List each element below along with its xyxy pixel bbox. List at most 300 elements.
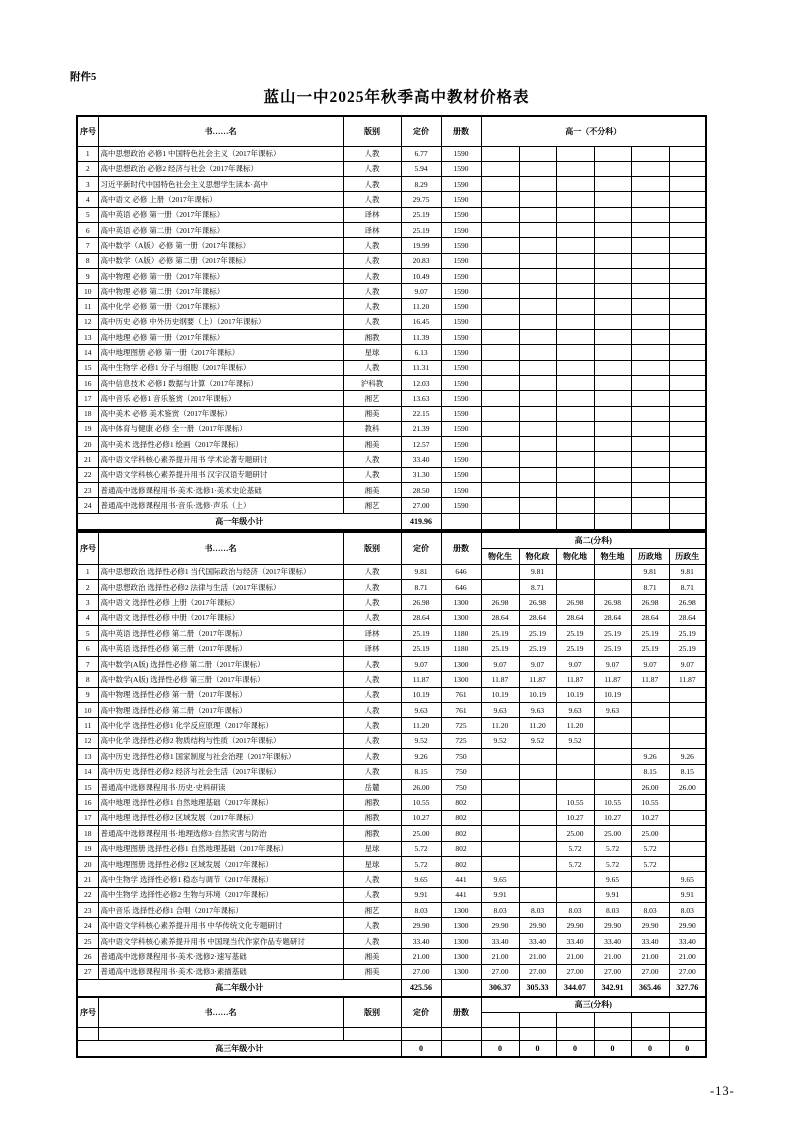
table-cell: 11.87: [631, 672, 669, 687]
table-row: [77, 146, 706, 161]
table-cell: 人教: [343, 146, 401, 161]
table-cell: 1590: [441, 299, 481, 314]
table-cell: 27.00: [631, 964, 669, 979]
table-cell: [556, 360, 594, 375]
table-cell: 高中生物学 必修1 分子与细胞（2017年课标）: [98, 360, 343, 375]
table-cell: 11.20: [481, 718, 519, 733]
table-cell: [481, 146, 519, 161]
table-cell: [669, 467, 706, 482]
table-cell: 1590: [441, 375, 481, 390]
header-grade3-group: 高三(分科): [481, 997, 706, 1012]
subtotal-value: 344.07: [556, 980, 594, 997]
table-cell: [556, 467, 594, 482]
table-cell: 9.65: [401, 872, 441, 887]
subtotal-value: 306.37: [481, 980, 519, 997]
table-cell: 9.63: [594, 703, 631, 718]
table-cell: 11.39: [401, 330, 441, 345]
table-cell: 普通高中选修课程用书·历史·史料研读: [98, 779, 343, 794]
table-cell: 1590: [441, 146, 481, 161]
table-cell: 高中地理图册 选择性必修1 自然地理基础（2017年课标）: [98, 841, 343, 856]
table-cell: 802: [441, 856, 481, 871]
table-cell: [519, 345, 556, 360]
table-row: [77, 656, 706, 671]
table-cell: [556, 406, 594, 421]
table-row: [77, 872, 706, 887]
table-cell: [669, 284, 706, 299]
table-cell: 2: [77, 579, 98, 594]
table-row: [77, 749, 706, 764]
table-cell: 17: [77, 810, 98, 825]
table-cell: 高中思想政治 选择性必修2 法律与生活（2017年课标）: [98, 579, 343, 594]
table-cell: 17: [77, 391, 98, 406]
header-grade1-group: 高一（不分科）: [481, 116, 706, 146]
table-cell: 21.00: [631, 949, 669, 964]
table-cell: 18: [77, 406, 98, 421]
table-cell: [594, 177, 631, 192]
table-cell: [519, 161, 556, 176]
table-cell: [631, 1027, 669, 1040]
table-cell: 11.20: [556, 718, 594, 733]
table-cell: 人教: [343, 161, 401, 176]
table-cell: [556, 314, 594, 329]
table-cell: 802: [441, 826, 481, 841]
table-cell: 高中信息技术 必修1 数据与计算（2017年课标）: [98, 375, 343, 390]
table-cell: 441: [441, 887, 481, 902]
table-cell: 22.15: [401, 406, 441, 421]
table-cell: 28.64: [401, 610, 441, 625]
table-cell: 25.00: [401, 826, 441, 841]
table-cell: [556, 749, 594, 764]
table-cell: 19.99: [401, 238, 441, 253]
table-cell: 普通高中选修课程用书·音乐·选修·声乐（上）: [98, 498, 343, 513]
table-cell: [669, 345, 706, 360]
table-cell: [556, 330, 594, 345]
table-cell: 3: [77, 595, 98, 610]
table-row: [77, 779, 706, 794]
table-cell: 26.00: [631, 779, 669, 794]
table-cell: 28.64: [556, 610, 594, 625]
table-cell: 1180: [441, 626, 481, 641]
table-cell: 普通高中选修课程用书·美术·选修3·素描基础: [98, 964, 343, 979]
table-row: [77, 795, 706, 810]
table-cell: 11.20: [519, 718, 556, 733]
table-cell: [481, 856, 519, 871]
table-row: [77, 330, 706, 345]
table-cell: [481, 391, 519, 406]
table-cell: 1300: [441, 964, 481, 979]
table-cell: 25.19: [401, 626, 441, 641]
table-cell: 1590: [441, 238, 481, 253]
table-cell: [594, 146, 631, 161]
table-cell: [669, 810, 706, 825]
table-cell: 25.19: [556, 626, 594, 641]
table-cell: [631, 192, 669, 207]
table-cell: [519, 238, 556, 253]
table-cell: 27.00: [669, 964, 706, 979]
table-cell: [519, 314, 556, 329]
table-cell: [594, 779, 631, 794]
table-cell: [519, 375, 556, 390]
table-row: [77, 483, 706, 498]
header-subject-combo: 物化地: [556, 548, 594, 564]
table-cell: 高中化学 必修 第一册（2017年课标）: [98, 299, 343, 314]
table-cell: [669, 452, 706, 467]
table-cell: [519, 330, 556, 345]
table-cell: 21.39: [401, 421, 441, 436]
table-cell: 12.57: [401, 437, 441, 452]
table-cell: 27.00: [481, 964, 519, 979]
table-row: [77, 703, 706, 718]
table-cell: [594, 452, 631, 467]
table-cell: [556, 498, 594, 513]
table-cell: 9.81: [401, 564, 441, 579]
subtotal-value: 0: [669, 1040, 706, 1057]
table-cell: [594, 718, 631, 733]
table-cell: [556, 192, 594, 207]
table-row: [77, 579, 706, 594]
grade2-price-table: [76, 531, 707, 998]
table-cell: 译林: [343, 641, 401, 656]
table-cell: [669, 253, 706, 268]
table-cell: 21.00: [594, 949, 631, 964]
table-cell: [556, 253, 594, 268]
table-cell: 3: [77, 177, 98, 192]
table-cell: 28.64: [519, 610, 556, 625]
table-row: [77, 933, 706, 948]
table-cell: 译林: [343, 207, 401, 222]
table-cell: [631, 483, 669, 498]
table-cell: 高中音乐 选择性必修1 合唱（2017年课标）: [98, 903, 343, 918]
table-cell: 高中英语 选择性必修 第三册（2017年课标）: [98, 641, 343, 656]
table-cell: [481, 375, 519, 390]
table-cell: 25.19: [401, 222, 441, 237]
table-cell: [669, 703, 706, 718]
table-cell: 10.55: [556, 795, 594, 810]
table-cell: 1590: [441, 207, 481, 222]
table-cell: 21.00: [519, 949, 556, 964]
subtotal-row: [77, 1040, 706, 1057]
subtotal-value: 365.46: [631, 980, 669, 997]
table-cell: [594, 467, 631, 482]
table-cell: 16.45: [401, 314, 441, 329]
table-cell: 750: [441, 764, 481, 779]
table-cell: [631, 238, 669, 253]
table-cell: 5.72: [401, 856, 441, 871]
table-cell: 1590: [441, 452, 481, 467]
table-cell: 26.00: [669, 779, 706, 794]
table-cell: [519, 177, 556, 192]
table-cell: 9.63: [481, 703, 519, 718]
table-cell: 高中语文 选择性必修 上册（2017年课标）: [98, 595, 343, 610]
table-cell: 25.19: [401, 207, 441, 222]
table-cell: [481, 452, 519, 467]
table-cell: [519, 222, 556, 237]
table-cell: 27: [77, 964, 98, 979]
table-cell: 1590: [441, 483, 481, 498]
table-cell: [594, 564, 631, 579]
table-cell: [481, 826, 519, 841]
table-cell: 11.20: [401, 718, 441, 733]
table-cell: [481, 161, 519, 176]
table-cell: [594, 222, 631, 237]
table-cell: [519, 391, 556, 406]
table-row: [77, 406, 706, 421]
table-cell: 9.52: [519, 733, 556, 748]
table-cell: [556, 222, 594, 237]
table-cell: 1300: [441, 595, 481, 610]
table-cell: 人教: [343, 764, 401, 779]
subtotal-copies: [441, 980, 481, 997]
table-cell: 1180: [441, 641, 481, 656]
table-cell: [669, 375, 706, 390]
table-row: [77, 467, 706, 482]
table-cell: 习近平新时代中国特色社会主义思想学生读本·高中: [98, 177, 343, 192]
table-cell: [481, 330, 519, 345]
table-cell: 12: [77, 314, 98, 329]
table-cell: 13.63: [401, 391, 441, 406]
table-cell: 441: [441, 872, 481, 887]
table-cell: 人教: [343, 918, 401, 933]
table-cell: [631, 467, 669, 482]
table-cell: 22: [77, 467, 98, 482]
table-cell: 人教: [343, 314, 401, 329]
table-cell: [481, 207, 519, 222]
subtotal-value: [519, 513, 556, 530]
table-cell: 高中生物学 选择性必修2 生物与环境（2017年课标）: [98, 887, 343, 902]
table-cell: 10: [77, 703, 98, 718]
table-cell: [669, 795, 706, 810]
table-cell: 湘艺: [343, 498, 401, 513]
table-cell: 高中化学 选择性必修1 化学反应原理（2017年课标）: [98, 718, 343, 733]
table-cell: 13: [77, 749, 98, 764]
table-cell: 27.00: [594, 964, 631, 979]
table-cell: 9.65: [594, 872, 631, 887]
table-cell: 5.72: [401, 841, 441, 856]
table-cell: 8: [77, 253, 98, 268]
table-cell: [669, 192, 706, 207]
table-cell: [556, 146, 594, 161]
table-cell: 10.19: [594, 687, 631, 702]
table-cell: 9.65: [669, 872, 706, 887]
table-cell: 1590: [441, 284, 481, 299]
table-cell: [594, 733, 631, 748]
table-cell: 21.00: [401, 949, 441, 964]
table-cell: 10.49: [401, 268, 441, 283]
table-cell: 高中美术 必修 美术鉴赏（2017年课标）: [98, 406, 343, 421]
table-cell: 1300: [441, 918, 481, 933]
table-cell: 6: [77, 222, 98, 237]
table-cell: [519, 207, 556, 222]
table-cell: 人教: [343, 733, 401, 748]
table-row: [77, 887, 706, 902]
table-cell: [556, 437, 594, 452]
table-cell: 21.00: [669, 949, 706, 964]
table-cell: 人教: [343, 610, 401, 625]
grade3-price-table: [76, 996, 707, 1058]
table-cell: 10.19: [519, 687, 556, 702]
subtotal-value: [631, 513, 669, 530]
table-cell: 湘教: [343, 810, 401, 825]
attachment-label: 附件5: [70, 72, 97, 83]
table-cell: 31.30: [401, 467, 441, 482]
table-cell: [669, 314, 706, 329]
table-cell: 高中历史 选择性必修1 国家制度与社会治理（2017年课标）: [98, 749, 343, 764]
table-cell: 9.91: [594, 887, 631, 902]
table-cell: 25.19: [481, 641, 519, 656]
table-row: [77, 421, 706, 436]
table-cell: 1: [77, 146, 98, 161]
table-row: [77, 238, 706, 253]
table-cell: [481, 222, 519, 237]
table-cell: [669, 437, 706, 452]
header-subject-combo: 历政地: [631, 548, 669, 564]
table-cell: 4: [77, 610, 98, 625]
table-row: [77, 856, 706, 871]
table-header-row: [77, 997, 706, 1012]
table-cell: 26: [77, 949, 98, 964]
table-cell: [594, 268, 631, 283]
table-cell: [631, 299, 669, 314]
table-cell: 5.72: [556, 841, 594, 856]
table-cell: [556, 391, 594, 406]
table-cell: [401, 1027, 441, 1040]
table-cell: [481, 360, 519, 375]
table-cell: 19: [77, 421, 98, 436]
table-cell: [631, 718, 669, 733]
table-cell: 25.19: [481, 626, 519, 641]
table-cell: 10.19: [481, 687, 519, 702]
table-cell: 5.72: [594, 856, 631, 871]
table-cell: 9.07: [631, 656, 669, 671]
table-cell: 1590: [441, 437, 481, 452]
table-row: [77, 222, 706, 237]
table-cell: [669, 1027, 706, 1040]
table-cell: 普通高中选修课程用书·美术·选修1·美术史论基础: [98, 483, 343, 498]
table-cell: [519, 360, 556, 375]
table-cell: [631, 314, 669, 329]
header-subject-combo: [519, 1012, 556, 1027]
table-cell: 1300: [441, 656, 481, 671]
header-copies: 册数: [441, 532, 481, 564]
table-cell: [669, 421, 706, 436]
table-cell: [519, 810, 556, 825]
table-cell: 26.98: [669, 595, 706, 610]
table-cell: 29.90: [631, 918, 669, 933]
table-cell: 27.00: [556, 964, 594, 979]
table-cell: [519, 872, 556, 887]
table-cell: 5: [77, 207, 98, 222]
table-cell: 29.75: [401, 192, 441, 207]
table-cell: 人教: [343, 564, 401, 579]
table-row: [77, 253, 706, 268]
table-row: [77, 810, 706, 825]
table-cell: 1590: [441, 498, 481, 513]
table-row: [77, 733, 706, 748]
table-cell: 1: [77, 564, 98, 579]
table-cell: [669, 406, 706, 421]
table-cell: [594, 360, 631, 375]
header-subject-combo: [631, 1012, 669, 1027]
table-cell: [669, 146, 706, 161]
table-cell: 高中体育与健康 必修 全一册（2017年课标）: [98, 421, 343, 436]
table-cell: [481, 177, 519, 192]
table-cell: [631, 872, 669, 887]
table-cell: 5.72: [631, 841, 669, 856]
table-cell: 11.87: [669, 672, 706, 687]
table-cell: 9.07: [401, 284, 441, 299]
table-cell: 802: [441, 810, 481, 825]
table-cell: [631, 498, 669, 513]
table-cell: [594, 161, 631, 176]
table-cell: [594, 207, 631, 222]
table-row: [77, 284, 706, 299]
table-cell: 28.64: [481, 610, 519, 625]
table-cell: 7: [77, 656, 98, 671]
table-cell: 1590: [441, 391, 481, 406]
table-cell: [441, 1027, 481, 1040]
table-cell: [631, 268, 669, 283]
table-cell: 湘美: [343, 437, 401, 452]
table-cell: [669, 360, 706, 375]
table-cell: [669, 330, 706, 345]
table-cell: 高中音乐 必修1 音乐鉴赏（2017年课标）: [98, 391, 343, 406]
table-cell: 26.98: [481, 595, 519, 610]
subtotal-value: 0: [594, 1040, 631, 1057]
table-cell: [631, 222, 669, 237]
table-cell: [556, 779, 594, 794]
table-cell: 16: [77, 375, 98, 390]
table-cell: 译林: [343, 626, 401, 641]
table-cell: 1300: [441, 949, 481, 964]
table-row: [77, 826, 706, 841]
table-cell: 人教: [343, 718, 401, 733]
table-cell: [519, 437, 556, 452]
table-cell: 6.13: [401, 345, 441, 360]
table-cell: 10.19: [556, 687, 594, 702]
subtotal-label: 高二年级小计: [77, 980, 401, 997]
table-cell: 27.00: [519, 964, 556, 979]
table-cell: 725: [441, 718, 481, 733]
table-cell: [519, 826, 556, 841]
table-cell: [594, 579, 631, 594]
grade1-price-table: [76, 115, 707, 531]
header-index: 序号: [77, 116, 98, 146]
table-cell: 750: [441, 779, 481, 794]
table-cell: 25: [77, 933, 98, 948]
table-cell: 9.26: [401, 749, 441, 764]
table-cell: 11: [77, 718, 98, 733]
table-cell: 21: [77, 452, 98, 467]
table-cell: 1300: [441, 672, 481, 687]
table-cell: 25.19: [669, 641, 706, 656]
subtotal-value: 342.91: [594, 980, 631, 997]
table-cell: 高中地理 选择性必修1 自然地理基础（2017年课标）: [98, 795, 343, 810]
table-cell: [481, 238, 519, 253]
table-row: [77, 626, 706, 641]
table-cell: 8: [77, 672, 98, 687]
subtotal-value: 305.33: [519, 980, 556, 997]
table-cell: 高中地理图册 选择性必修2 区域发展（2017年课标）: [98, 856, 343, 871]
table-cell: 1300: [441, 610, 481, 625]
table-cell: [481, 406, 519, 421]
table-cell: 26.98: [556, 595, 594, 610]
table-cell: 高中思想政治 必修1 中国特色社会主义（2017年课标）: [98, 146, 343, 161]
table-cell: [481, 579, 519, 594]
table-cell: [556, 268, 594, 283]
table-cell: 高中语文学科核心素养提升用书 中华传统文化专题研讨: [98, 918, 343, 933]
table-cell: [669, 498, 706, 513]
table-cell: [631, 391, 669, 406]
